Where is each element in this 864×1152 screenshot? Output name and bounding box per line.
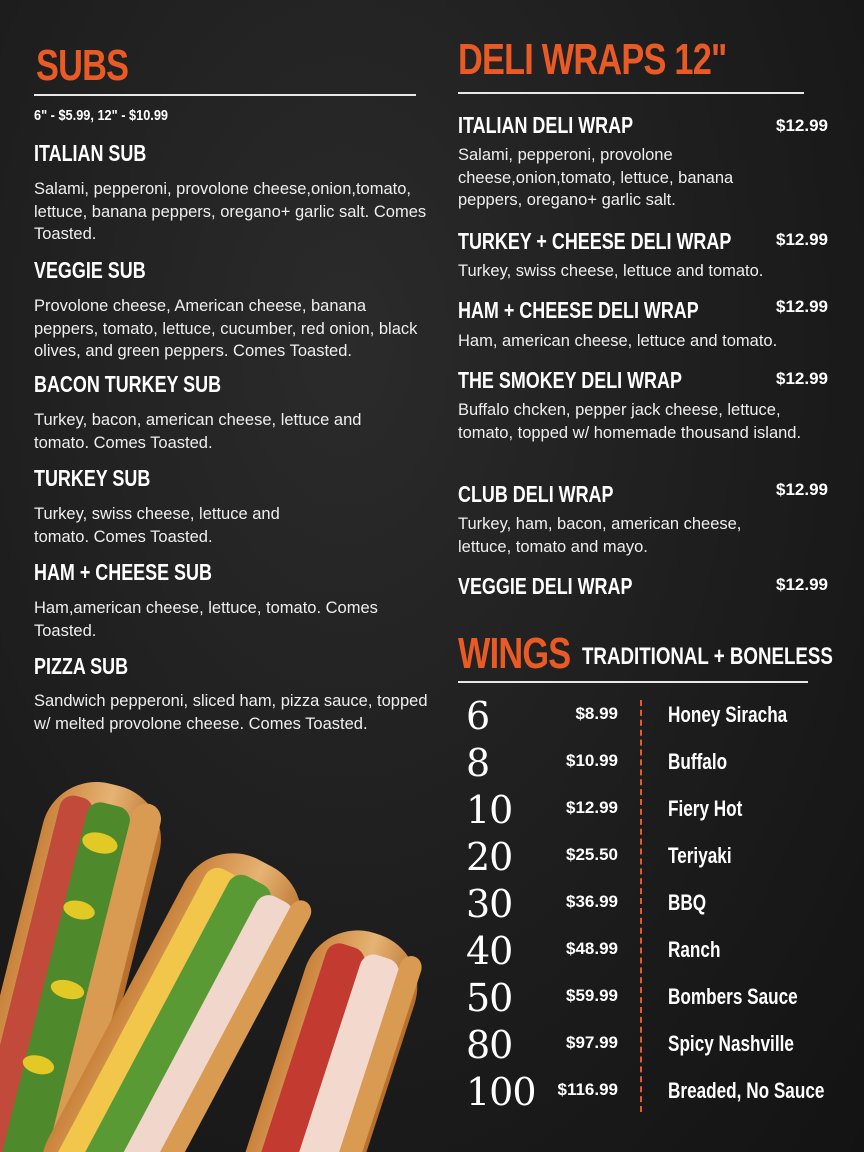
wrap-name-veggie: VEGGIE DELI WRAP <box>458 573 633 599</box>
sub-desc-bacon-turkey: Turkey, bacon, american cheese, lettuce and tomato. Comes Toasted. <box>34 411 362 452</box>
wing-price: $10.99 <box>566 751 618 770</box>
wing-row <box>458 788 838 835</box>
wings-subtitle: TRADITIONAL + BONELESS <box>582 643 833 670</box>
wrap-price-ham-cheese: $12.99 <box>776 297 828 316</box>
wrap-price-club: $12.99 <box>776 480 828 499</box>
sub-desc-turkey: Turkey, swiss cheese, lettuce and tomato. Comes Toasted. <box>34 505 280 546</box>
wrap-price-smokey: $12.99 <box>776 369 828 388</box>
sub-desc-italian: Salami, pepperoni, provolone cheese,onion,tomato, lettuce, banana peppers, oregano+ garlic salt. Comes Toasted. <box>34 180 427 243</box>
wrap-name-ham-cheese: HAM + CHEESE DELI WRAP <box>458 297 699 323</box>
sub-name-bacon-turkey: BACON TURKEY SUB <box>34 371 222 397</box>
wrap-price-italian: $12.99 <box>776 116 828 135</box>
wrap-desc-smokey: Buffalo chcken, pepper jack cheese, lettuce, tomato, topped w/ homemade thousand island. <box>458 401 802 442</box>
wing-row <box>458 835 838 882</box>
sub-desc-pizza: Sandwich pepperoni, sliced ham, pizza sauce, topped w/ melted provolone cheese. Comes Toasted. <box>34 692 428 733</box>
wraps-rule <box>458 92 804 94</box>
wings-title: WINGS <box>458 629 571 678</box>
sub-name-veggie: VEGGIE SUB <box>34 257 146 283</box>
wrap-name-italian: ITALIAN DELI WRAP <box>458 112 634 138</box>
sub-desc-ham-cheese: Ham,american cheese, lettuce, tomato. Comes Toasted. <box>34 599 378 640</box>
wing-count: 40 <box>466 929 513 973</box>
subs-rule <box>34 94 416 96</box>
wing-price: $36.99 <box>566 892 618 911</box>
sub-name-italian: ITALIAN SUB <box>34 140 147 166</box>
wing-sauce: Bombers Sauce <box>668 984 798 1009</box>
sub-sandwiches-photo <box>0 780 440 1152</box>
wing-sauce: Teriyaki <box>668 843 732 868</box>
wing-count: 100 <box>466 1070 536 1114</box>
subs-price-line: 6" - $5.99, 12" - $10.99 <box>34 107 169 124</box>
wrap-name-turkey-cheese: TURKEY + CHEESE DELI WRAP <box>458 228 732 254</box>
wrap-price-veggie: $12.99 <box>776 575 828 594</box>
wing-price: $116.99 <box>557 1080 618 1099</box>
wing-row <box>458 929 838 976</box>
wrap-name-club: CLUB DELI WRAP <box>458 481 614 507</box>
wing-price: $97.99 <box>566 1033 618 1052</box>
wings-rule <box>458 681 808 683</box>
wing-row <box>458 882 838 929</box>
wrap-name-smokey: THE SMOKEY DELI WRAP <box>458 367 682 393</box>
wing-price: $48.99 <box>566 939 618 958</box>
wing-count: 50 <box>466 976 513 1020</box>
wrap-desc-club: Turkey, ham, bacon, american cheese, lettuce, tomato and mayo. <box>458 515 742 556</box>
subs-title: SUBS <box>36 41 129 90</box>
wrap-desc-italian: Salami, pepperoni, provolone cheese,onion,tomato, lettuce, banana peppers, oregano+ garlic salt. <box>458 146 734 209</box>
sub-name-pizza: PIZZA SUB <box>34 653 129 679</box>
wing-price: $59.99 <box>566 986 618 1005</box>
wraps-title: DELI WRAPS 12" <box>458 35 727 84</box>
wing-price: $8.99 <box>575 704 618 723</box>
wing-count: 10 <box>466 788 513 832</box>
wing-sauce: Buffalo <box>668 749 728 774</box>
wing-sauce: Spicy Nashville <box>668 1031 794 1056</box>
wing-row <box>458 694 838 741</box>
wrap-desc-ham-cheese: Ham, american cheese, lettuce and tomato. <box>458 332 778 350</box>
wing-sauce: Fiery Hot <box>668 796 743 821</box>
wing-sauce: Honey Siracha <box>668 702 788 727</box>
wing-row <box>458 741 838 788</box>
wing-row <box>458 976 838 1023</box>
wing-sauce: Ranch <box>668 937 721 962</box>
wing-price: $25.50 <box>566 845 618 864</box>
wing-count: 80 <box>466 1023 513 1067</box>
wing-sauce: BBQ <box>668 890 707 915</box>
wing-count: 30 <box>466 882 513 926</box>
sub-name-ham-cheese: HAM + CHEESE SUB <box>34 559 212 585</box>
wing-count: 8 <box>466 741 490 785</box>
wrap-price-turkey-cheese: $12.99 <box>776 230 828 249</box>
wing-count: 20 <box>466 835 513 879</box>
wing-sauce: Breaded, No Sauce <box>668 1078 825 1103</box>
sub-desc-veggie: Provolone cheese, American cheese, banana peppers, tomato, lettuce, cucumber, red onion, black olives, and green peppers. Comes Toasted. <box>34 297 418 360</box>
wing-row <box>458 1070 838 1117</box>
wing-price: $12.99 <box>566 798 618 817</box>
wing-count: 6 <box>466 694 490 738</box>
sub-name-turkey: TURKEY SUB <box>34 465 151 491</box>
wrap-desc-turkey-cheese: Turkey, swiss cheese, lettuce and tomato. <box>458 262 764 280</box>
wing-row <box>458 1023 838 1070</box>
